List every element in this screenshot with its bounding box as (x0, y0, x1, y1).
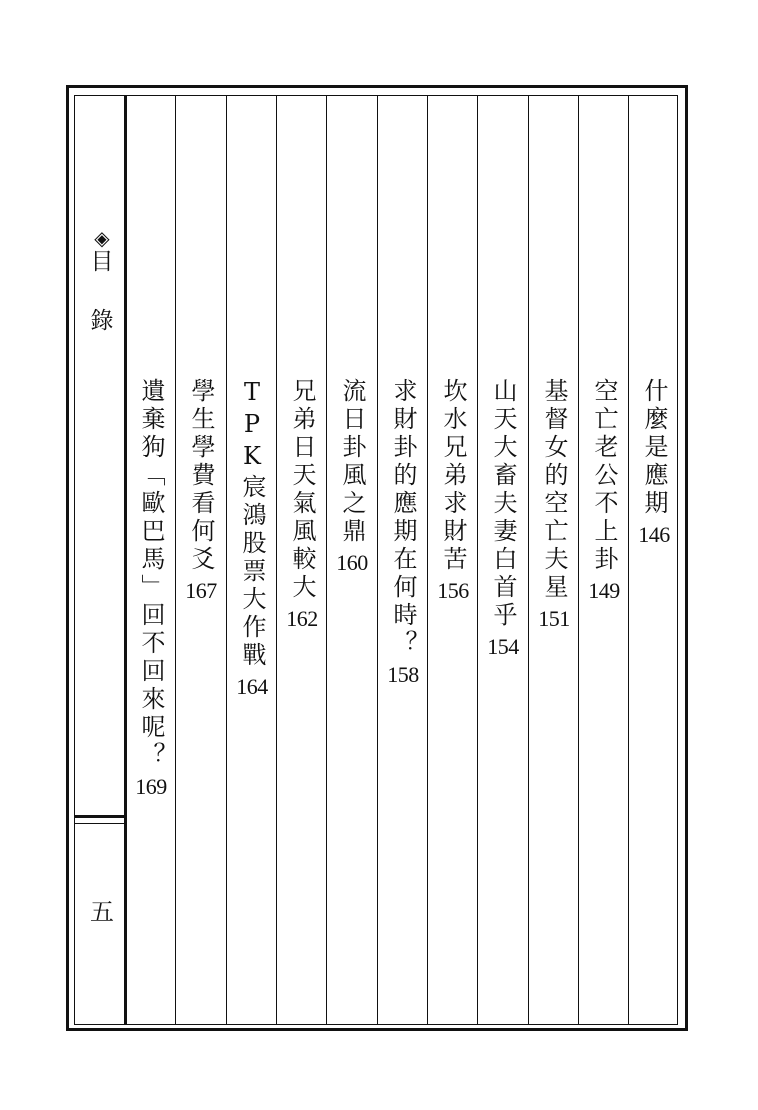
sidebar-rule-thick (75, 815, 126, 818)
toc-entry-page: 151 (538, 606, 570, 631)
toc-entry-title: 坎水兄弟求財苦 (439, 378, 467, 574)
toc-entry-title: 山天大畜夫妻白首乎 (489, 378, 517, 630)
section-title-char-2: 錄 (90, 308, 114, 335)
toc-entry-title: 求財卦的應期在何時？ (389, 378, 417, 658)
toc-entry-title: 兄弟日天氣風較大 (288, 378, 316, 602)
toc-entry[interactable] (579, 378, 629, 604)
section-title-char-1: 目 (90, 249, 114, 275)
toc-entry-title: TPK宸鴻股票大作戰 (238, 378, 266, 670)
toc-entry[interactable] (327, 378, 377, 576)
toc-entry-page: 146 (638, 522, 670, 547)
toc-entry-page: 160 (336, 550, 368, 575)
toc-entry-page: 156 (437, 578, 469, 603)
toc-entry-page: 169 (135, 774, 167, 799)
toc-entry[interactable] (227, 378, 277, 700)
page-number: 五 (90, 898, 114, 926)
sidebar-rule-thin (75, 823, 126, 824)
toc-entry-page: 149 (588, 578, 620, 603)
toc-entry-title: 學生學費看何爻 (187, 378, 215, 574)
toc-entry[interactable] (478, 378, 528, 660)
toc-entry-page: 164 (236, 674, 268, 699)
toc-entry[interactable] (176, 378, 226, 604)
toc-entry-page: 162 (286, 606, 318, 631)
toc-entry-title: 遺棄狗「歐巴馬」回不回來呢？ (137, 378, 165, 770)
toc-entry[interactable] (629, 378, 679, 548)
section-title (84, 228, 120, 335)
toc-entry[interactable] (378, 378, 428, 688)
toc-entry-title: 流日卦風之鼎 (338, 378, 366, 546)
toc-entry[interactable] (529, 378, 579, 632)
toc-entry-page: 158 (387, 662, 419, 687)
toc-entry-page: 154 (487, 634, 519, 659)
toc-entry-title: 基督女的空亡夫星 (540, 378, 568, 602)
toc-entry[interactable] (428, 378, 478, 604)
toc-entry-title: 什麼是應期 (640, 378, 668, 518)
toc-entry-title: 空亡老公不上卦 (590, 378, 618, 574)
toc-entry-page: 167 (185, 578, 217, 603)
diamond-icon: ◈ (94, 226, 110, 250)
toc-entry[interactable] (126, 378, 176, 800)
toc-entry[interactable] (277, 378, 327, 632)
